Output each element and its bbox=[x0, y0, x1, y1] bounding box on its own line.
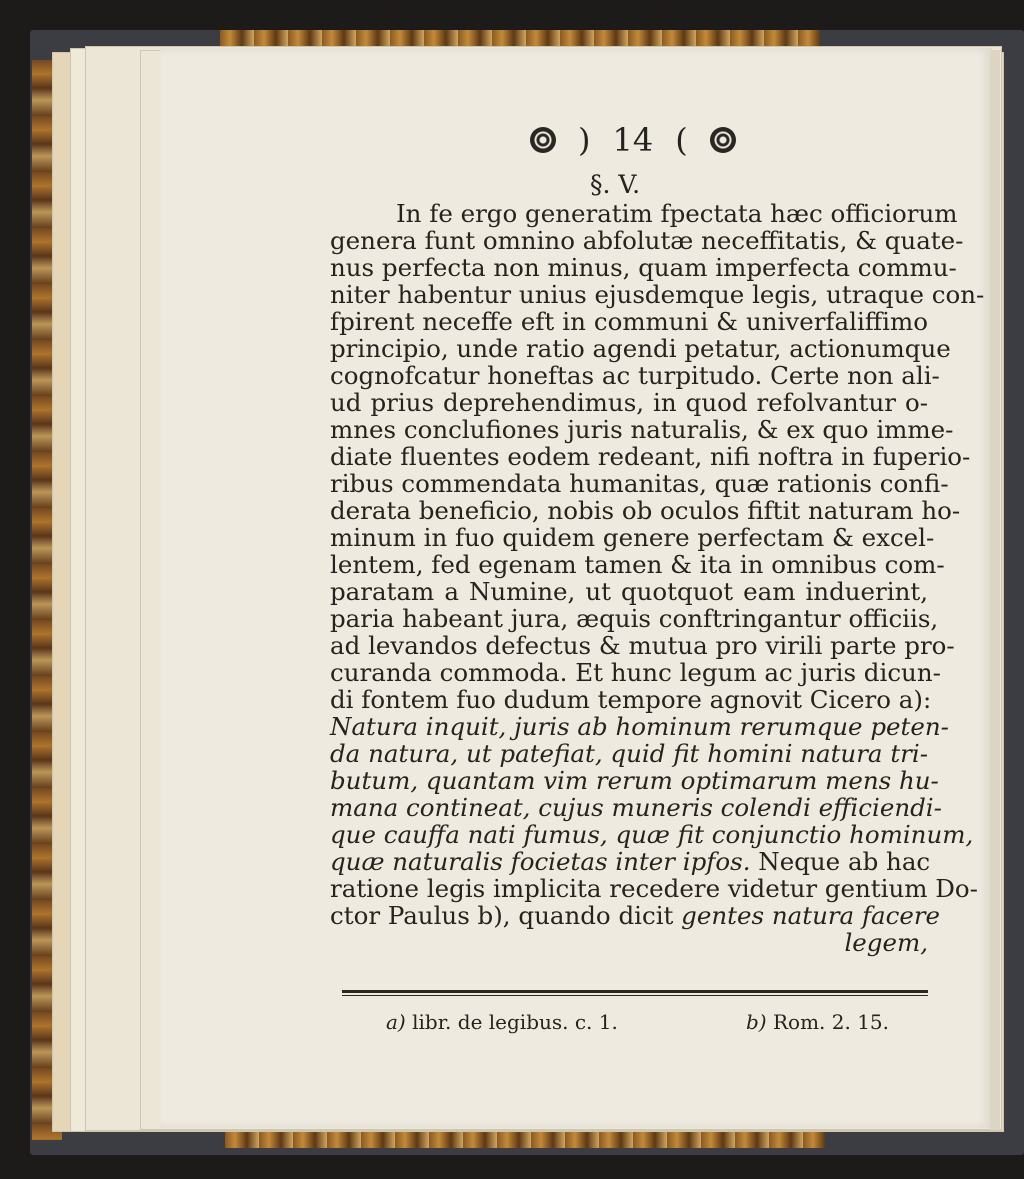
catchword: legem, bbox=[844, 928, 928, 957]
quote-line: butum, quantam vim rerum optimarum mens hu- bbox=[330, 766, 939, 795]
text-line: fpirent neceffe eft in communi & univerfaliffimo bbox=[330, 307, 928, 336]
header-bracket-left: ) bbox=[578, 121, 591, 159]
text-line: ratione legis implicita recedere videtur gentium Do- bbox=[330, 874, 978, 903]
text-line: In fe ergo generatim fpectata hæc officiorum bbox=[396, 199, 958, 228]
footnote-a bbox=[386, 1010, 618, 1034]
header-bracket-right: ( bbox=[675, 121, 688, 159]
text-line: niter habentur unius ejusdemque legis, utraque con- bbox=[330, 280, 985, 309]
text-line: cognofcatur honeftas ac turpitudo. Certe non ali- bbox=[330, 361, 940, 390]
text-line: paratam a Numine, ut quotquot eam induerint, bbox=[330, 577, 928, 606]
page-edge bbox=[990, 50, 1000, 1130]
text-line: paria habeant jura, æquis conftringantur officiis, bbox=[330, 604, 939, 633]
quote-line: mana contineat, cujus muneris colendi efficiendi- bbox=[330, 793, 942, 822]
footnote-mark: b) bbox=[746, 1010, 767, 1034]
text-fragment: Neque ab hac bbox=[758, 847, 931, 876]
text-line: genera funt omnino abfolutæ neceffitatis, & quate- bbox=[330, 226, 964, 255]
text-fragment: ctor Paulus b), quando dicit bbox=[330, 901, 674, 930]
rosette-ornament-icon bbox=[710, 127, 736, 153]
text-line: principio, unde ratio agendi petatur, actionumque bbox=[330, 334, 951, 363]
text-line: curanda commoda. Et hunc legum ac juris dicun- bbox=[330, 658, 941, 687]
footnote-b bbox=[746, 1010, 889, 1034]
text-line: nus perfecta non minus, quam imperfecta commu- bbox=[330, 253, 957, 282]
text-line: ad levandos defectus & mutua pro virili parte pro- bbox=[330, 631, 955, 660]
text-line bbox=[330, 847, 931, 876]
text-line bbox=[330, 901, 941, 930]
footnote-rule-thin bbox=[342, 995, 928, 996]
quote-line: Natura inquit, juris ab hominum rerumque peten- bbox=[330, 712, 949, 741]
quote-line: que cauffa nati fumus, quæ fit conjunctio hominum, bbox=[330, 820, 974, 849]
section-heading: §. V. bbox=[590, 170, 641, 199]
quote-fragment: gentes natura facere bbox=[681, 901, 941, 930]
quote-line: da natura, ut patefiat, quid fit homini natura tri- bbox=[330, 739, 928, 768]
text-line: diate fluentes eodem redeant, nifi noftra in fuperio- bbox=[330, 442, 971, 471]
rosette-ornament-icon bbox=[530, 127, 556, 153]
quote-fragment: quæ naturalis focietas inter ipfos. bbox=[330, 847, 751, 876]
footnote-mark: a) bbox=[386, 1010, 406, 1034]
footnote-text: libr. de legibus. c. 1. bbox=[412, 1010, 618, 1034]
text-line: minum in fuo quidem genere perfectam & excel- bbox=[330, 523, 935, 552]
page-header bbox=[530, 120, 736, 160]
text-line: lentem, fed egenam tamen & ita in omnibus com- bbox=[330, 550, 945, 579]
footnote-rule bbox=[342, 990, 928, 993]
text-line: di fontem fuo dudum tempore agnovit Cicero a): bbox=[330, 685, 932, 714]
footnote-text: Rom. 2. 15. bbox=[772, 1010, 889, 1034]
page-number: 14 bbox=[612, 121, 654, 159]
text-line: ribus commendata humanitas, quæ rationis confi- bbox=[330, 469, 949, 498]
text-line: mnes conclufiones juris naturalis, & ex quo imme- bbox=[330, 415, 954, 444]
body-text bbox=[330, 199, 985, 957]
text-line: derata beneficio, nobis ob oculos fiftit naturam ho- bbox=[330, 496, 961, 525]
text-line: ud prius deprehendimus, in quod refolvantur o- bbox=[330, 388, 928, 417]
